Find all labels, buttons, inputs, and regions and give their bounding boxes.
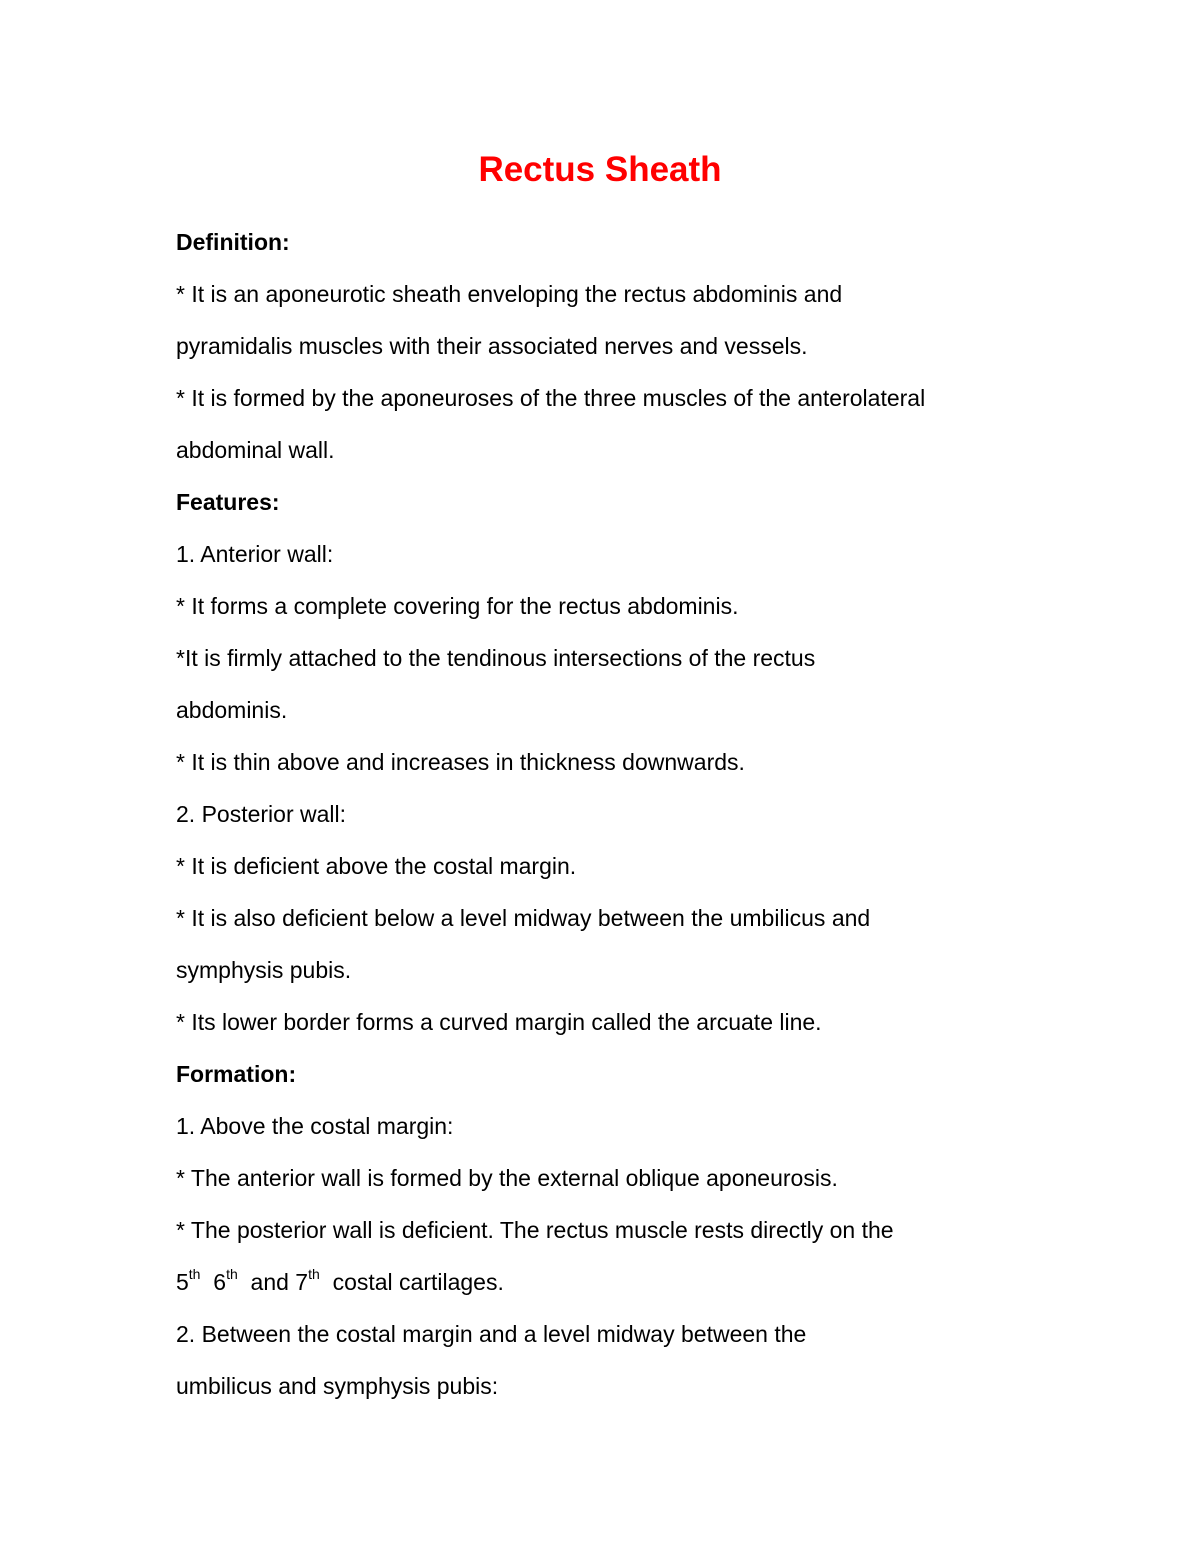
- document-body: [176, 216, 1076, 1412]
- anterior-wall-line-3: abdominis.: [176, 697, 288, 723]
- definition-line-2: pyramidalis muscles with their associated nerves and vessels.: [176, 333, 808, 359]
- cartilage-and-7: and 7: [250, 1269, 309, 1295]
- costal-cartilages-tail: costal cartilages.: [332, 1269, 504, 1295]
- formation-heading: Formation:: [176, 1061, 297, 1087]
- definition-line-3: * It is formed by the aponeuroses of the three muscles of the anterolateral: [176, 385, 926, 411]
- anterior-wall-line-1: * It forms a complete covering for the rectus abdominis.: [176, 593, 739, 619]
- features-heading: Features:: [176, 489, 280, 515]
- cartilage-6: 6: [213, 1269, 227, 1295]
- definition-line-1: * It is an aponeurotic sheath enveloping the rectus abdominis and: [176, 281, 843, 307]
- anterior-wall-line-4: * It is thin above and increases in thickness downwards.: [176, 749, 745, 775]
- above-costal-line-2: * The posterior wall is deficient. The rectus muscle rests directly on the: [176, 1217, 894, 1243]
- definition-line-4: abdominal wall.: [176, 437, 335, 463]
- posterior-wall-line-3: symphysis pubis.: [176, 957, 352, 983]
- above-costal-subheading: 1. Above the costal margin:: [176, 1113, 454, 1139]
- between-line-2: umbilicus and symphysis pubis:: [176, 1373, 499, 1399]
- cartilage-5-suffix: th: [188, 1266, 201, 1283]
- anterior-wall-subheading: 1. Anterior wall:: [176, 541, 334, 567]
- cartilage-6-suffix: th: [226, 1266, 238, 1283]
- posterior-wall-line-2: * It is also deficient below a level midway between the umbilicus and: [176, 905, 871, 931]
- posterior-wall-line-1: * It is deficient above the costal margin.: [176, 853, 577, 879]
- between-line-1: 2. Between the costal margin and a level midway between the: [176, 1321, 807, 1347]
- cartilage-7-suffix: th: [308, 1266, 320, 1283]
- definition-heading: Definition:: [176, 229, 290, 255]
- above-costal-line-1: * The anterior wall is formed by the external oblique aponeurosis.: [176, 1165, 838, 1191]
- costal-cartilages-line: [176, 1256, 1076, 1308]
- posterior-wall-subheading: 2. Posterior wall:: [176, 801, 347, 827]
- posterior-wall-line-4: * Its lower border forms a curved margin called the arcuate line.: [176, 1009, 822, 1035]
- cartilage-5: 5: [176, 1269, 189, 1295]
- anterior-wall-line-2: *It is firmly attached to the tendinous intersections of the rectus: [176, 645, 816, 671]
- page-title: Rectus Sheath: [478, 150, 722, 189]
